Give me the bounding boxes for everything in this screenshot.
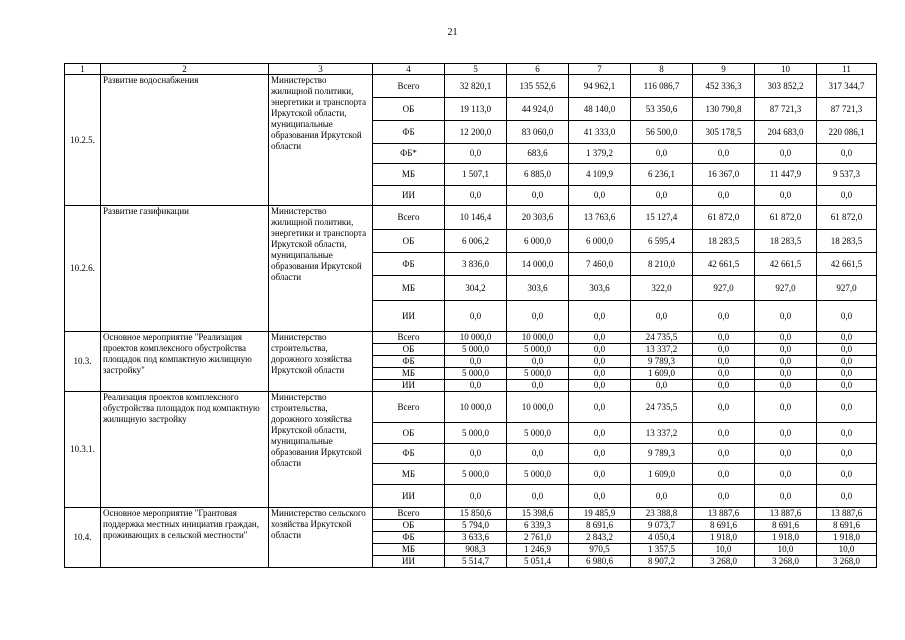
amount-cell: 13 337,2 (631, 344, 693, 356)
amount-cell: 6 006,2 (445, 230, 507, 253)
amount-cell: 683,6 (507, 144, 569, 164)
amount-cell: 6 980,6 (569, 556, 631, 568)
amount-cell: 7 460,0 (569, 253, 631, 276)
funding-source: ОБ (373, 344, 445, 356)
amount-cell: 42 661,5 (817, 253, 877, 276)
amount-cell: 24 735,5 (631, 332, 693, 344)
amount-cell: 5 794,0 (445, 520, 507, 532)
funding-source: ИИ (373, 485, 445, 508)
amount-cell: 56 500,0 (631, 121, 693, 144)
amount-cell: 3 268,0 (817, 556, 877, 568)
amount-cell: 0,0 (445, 301, 507, 332)
amount-cell: 1 918,0 (817, 532, 877, 544)
amount-cell: 0,0 (817, 392, 877, 423)
amount-cell: 44 924,0 (507, 98, 569, 121)
amount-cell: 15 127,4 (631, 206, 693, 230)
funding-source: ОБ (373, 423, 445, 444)
amount-cell: 3 633,6 (445, 532, 507, 544)
amount-cell: 2 843,2 (569, 532, 631, 544)
item-executor: Министерство жилищной политики, энергетики и транспорта Иркутской области, муниципальные образования Иркутской области (269, 75, 373, 206)
amount-cell: 61 872,0 (817, 206, 877, 230)
amount-cell: 10 146,4 (445, 206, 507, 230)
amount-cell: 16 367,0 (693, 164, 755, 186)
amount-cell: 0,0 (755, 368, 817, 380)
amount-cell: 48 140,0 (569, 98, 631, 121)
amount-cell: 305 178,5 (693, 121, 755, 144)
amount-cell: 0,0 (569, 368, 631, 380)
amount-cell: 0,0 (569, 332, 631, 344)
amount-cell: 1 918,0 (693, 532, 755, 544)
funding-source: МБ (373, 464, 445, 485)
amount-cell: 0,0 (755, 356, 817, 368)
amount-cell: 0,0 (631, 380, 693, 392)
amount-cell: 1 246,9 (507, 544, 569, 556)
funding-source: ИИ (373, 301, 445, 332)
amount-cell: 908,3 (445, 544, 507, 556)
amount-cell: 32 820,1 (445, 75, 507, 98)
funding-source: ФБ (373, 444, 445, 464)
amount-cell: 10,0 (755, 544, 817, 556)
funding-source: ФБ (373, 253, 445, 276)
amount-cell: 20 303,6 (507, 206, 569, 230)
amount-cell: 0,0 (569, 464, 631, 485)
amount-cell: 5 000,0 (445, 368, 507, 380)
amount-cell: 10 000,0 (445, 332, 507, 344)
amount-cell: 41 333,0 (569, 121, 631, 144)
amount-cell: 24 735,5 (631, 392, 693, 423)
amount-cell: 9 789,3 (631, 356, 693, 368)
amount-cell: 0,0 (817, 332, 877, 344)
amount-cell: 8 210,0 (631, 253, 693, 276)
amount-cell: 317 344,7 (817, 75, 877, 98)
item-name: Основное мероприятие "Грантовая поддержка местных инициатив граждан, проживающих в сельской местности" (101, 508, 269, 568)
funding-source: МБ (373, 164, 445, 186)
amount-cell: 9 537,3 (817, 164, 877, 186)
amount-cell: 14 000,0 (507, 253, 569, 276)
item-executor: Министерство сельского хозяйства Иркутской области (269, 508, 373, 568)
column-header: 10 (755, 64, 817, 75)
amount-cell: 42 661,5 (755, 253, 817, 276)
amount-cell: 220 086,1 (817, 121, 877, 144)
funding-source: Всего (373, 332, 445, 344)
amount-cell: 927,0 (755, 276, 817, 301)
amount-cell: 0,0 (631, 186, 693, 206)
amount-cell: 1 918,0 (755, 532, 817, 544)
amount-cell: 0,0 (507, 380, 569, 392)
amount-cell: 0,0 (445, 356, 507, 368)
amount-cell: 8 691,6 (755, 520, 817, 532)
amount-cell: 5 000,0 (445, 464, 507, 485)
column-header: 4 (373, 64, 445, 75)
amount-cell: 0,0 (693, 444, 755, 464)
amount-cell: 0,0 (817, 444, 877, 464)
amount-cell: 6 339,3 (507, 520, 569, 532)
item-executor: Министерство жилищной политики, энергетики и транспорта Иркутской области, муниципальные образования Иркутской области (269, 206, 373, 332)
amount-cell: 6 000,0 (569, 230, 631, 253)
funding-source: ОБ (373, 230, 445, 253)
amount-cell: 303 852,2 (755, 75, 817, 98)
amount-cell: 11 447,9 (755, 164, 817, 186)
column-header: 9 (693, 64, 755, 75)
funding-source: Всего (373, 508, 445, 520)
amount-cell: 0,0 (817, 485, 877, 508)
amount-cell: 53 350,6 (631, 98, 693, 121)
amount-cell: 303,6 (507, 276, 569, 301)
table-row (65, 508, 877, 520)
amount-cell: 8 691,6 (817, 520, 877, 532)
amount-cell: 0,0 (693, 356, 755, 368)
funding-source: МБ (373, 368, 445, 380)
amount-cell: 5 051,4 (507, 556, 569, 568)
table-row (65, 75, 877, 98)
amount-cell: 1 609,0 (631, 464, 693, 485)
amount-cell: 0,0 (693, 485, 755, 508)
amount-cell: 0,0 (445, 144, 507, 164)
amount-cell: 927,0 (693, 276, 755, 301)
table-row (65, 206, 877, 230)
column-header: 1 (65, 64, 101, 75)
amount-cell: 0,0 (445, 444, 507, 464)
amount-cell: 87 721,3 (817, 98, 877, 121)
budget-table (64, 63, 877, 568)
amount-cell: 1 379,2 (569, 144, 631, 164)
amount-cell: 10 000,0 (507, 392, 569, 423)
column-header: 5 (445, 64, 507, 75)
amount-cell: 15 850,6 (445, 508, 507, 520)
amount-cell: 0,0 (631, 301, 693, 332)
amount-cell: 0,0 (693, 332, 755, 344)
amount-cell: 87 721,3 (755, 98, 817, 121)
amount-cell: 0,0 (445, 485, 507, 508)
amount-cell: 6 885,0 (507, 164, 569, 186)
amount-cell: 0,0 (507, 485, 569, 508)
amount-cell: 0,0 (817, 144, 877, 164)
amount-cell: 13 337,2 (631, 423, 693, 444)
funding-source: ФБ (373, 532, 445, 544)
amount-cell: 0,0 (507, 301, 569, 332)
amount-cell: 927,0 (817, 276, 877, 301)
amount-cell: 116 086,7 (631, 75, 693, 98)
amount-cell: 0,0 (693, 464, 755, 485)
amount-cell: 94 962,1 (569, 75, 631, 98)
column-header: 6 (507, 64, 569, 75)
amount-cell: 0,0 (755, 144, 817, 164)
amount-cell: 5 000,0 (507, 368, 569, 380)
funding-source: МБ (373, 544, 445, 556)
amount-cell: 5 000,0 (507, 344, 569, 356)
amount-cell: 18 283,5 (693, 230, 755, 253)
funding-source: Всего (373, 75, 445, 98)
amount-cell: 0,0 (755, 464, 817, 485)
amount-cell: 0,0 (693, 423, 755, 444)
amount-cell: 10,0 (817, 544, 877, 556)
funding-source: ФБ (373, 356, 445, 368)
amount-cell: 0,0 (755, 301, 817, 332)
amount-cell: 0,0 (755, 344, 817, 356)
table-row (65, 392, 877, 423)
item-name: Развитие газификации (101, 206, 269, 332)
amount-cell: 0,0 (693, 344, 755, 356)
amount-cell: 0,0 (569, 186, 631, 206)
funding-source: МБ (373, 276, 445, 301)
amount-cell: 0,0 (631, 144, 693, 164)
amount-cell: 0,0 (693, 186, 755, 206)
amount-cell: 10 000,0 (445, 392, 507, 423)
item-code: 10.2.5. (65, 75, 101, 206)
amount-cell: 61 872,0 (755, 206, 817, 230)
column-header: 3 (269, 64, 373, 75)
column-header: 7 (569, 64, 631, 75)
amount-cell: 0,0 (817, 464, 877, 485)
amount-cell: 0,0 (755, 485, 817, 508)
amount-cell: 204 683,0 (755, 121, 817, 144)
funding-source: ФБ (373, 121, 445, 144)
amount-cell: 0,0 (507, 444, 569, 464)
page-number: 21 (447, 27, 458, 38)
amount-cell: 0,0 (569, 344, 631, 356)
amount-cell: 61 872,0 (693, 206, 755, 230)
amount-cell: 10,0 (693, 544, 755, 556)
amount-cell: 1 609,0 (631, 368, 693, 380)
amount-cell: 3 268,0 (693, 556, 755, 568)
amount-cell: 10 000,0 (507, 332, 569, 344)
amount-cell: 0,0 (817, 186, 877, 206)
amount-cell: 13 887,6 (755, 508, 817, 520)
amount-cell: 18 283,5 (817, 230, 877, 253)
amount-cell: 1 507,1 (445, 164, 507, 186)
amount-cell: 0,0 (569, 301, 631, 332)
amount-cell: 0,0 (693, 301, 755, 332)
column-header: 11 (817, 64, 877, 75)
item-code: 10.4. (65, 508, 101, 568)
column-header-row (65, 64, 877, 75)
item-executor: Министерство строительства, дорожного хозяйства Иркутской области (269, 332, 373, 392)
amount-cell: 0,0 (569, 392, 631, 423)
item-name: Развитие водоснабжения (101, 75, 269, 206)
amount-cell: 5 000,0 (507, 423, 569, 444)
amount-cell: 42 661,5 (693, 253, 755, 276)
amount-cell: 0,0 (693, 380, 755, 392)
amount-cell: 0,0 (693, 144, 755, 164)
amount-cell: 0,0 (755, 332, 817, 344)
amount-cell: 0,0 (569, 423, 631, 444)
amount-cell: 6 236,1 (631, 164, 693, 186)
amount-cell: 303,6 (569, 276, 631, 301)
amount-cell: 970,5 (569, 544, 631, 556)
funding-source: ОБ (373, 98, 445, 121)
amount-cell: 18 283,5 (755, 230, 817, 253)
amount-cell: 5 514,7 (445, 556, 507, 568)
table-row (65, 332, 877, 344)
funding-source: ИИ (373, 380, 445, 392)
amount-cell: 6 595,4 (631, 230, 693, 253)
amount-cell: 130 790,8 (693, 98, 755, 121)
amount-cell: 0,0 (817, 380, 877, 392)
amount-cell: 0,0 (569, 485, 631, 508)
funding-source: Всего (373, 392, 445, 423)
funding-source: ИИ (373, 186, 445, 206)
amount-cell: 5 000,0 (507, 464, 569, 485)
amount-cell: 322,0 (631, 276, 693, 301)
amount-cell: 0,0 (755, 392, 817, 423)
amount-cell: 0,0 (755, 380, 817, 392)
item-executor: Министерство строительства, дорожного хозяйства Иркутской области, муниципальные образования Иркутской области (269, 392, 373, 508)
amount-cell: 4 050,4 (631, 532, 693, 544)
funding-source: Всего (373, 206, 445, 230)
funding-source: ИИ (373, 556, 445, 568)
column-header: 2 (101, 64, 269, 75)
item-name: Реализация проектов комплексного обустройства площадок под компактную жилищную застройку (101, 392, 269, 508)
amount-cell: 0,0 (569, 444, 631, 464)
amount-cell: 0,0 (817, 301, 877, 332)
amount-cell: 5 000,0 (445, 344, 507, 356)
amount-cell: 0,0 (817, 368, 877, 380)
table-body (65, 64, 877, 568)
amount-cell: 15 398,6 (507, 508, 569, 520)
amount-cell: 9 073,7 (631, 520, 693, 532)
funding-source: ФБ* (373, 144, 445, 164)
amount-cell: 0,0 (445, 380, 507, 392)
item-code: 10.3.1. (65, 392, 101, 508)
column-header: 8 (631, 64, 693, 75)
amount-cell: 2 761,0 (507, 532, 569, 544)
amount-cell: 8 907,2 (631, 556, 693, 568)
amount-cell: 0,0 (817, 356, 877, 368)
item-name: Основное мероприятие "Реализация проектов комплексного обустройства площадок под компактную жилищную застройку" (101, 332, 269, 392)
amount-cell: 135 552,6 (507, 75, 569, 98)
amount-cell: 3 836,0 (445, 253, 507, 276)
amount-cell: 23 388,8 (631, 508, 693, 520)
amount-cell: 12 200,0 (445, 121, 507, 144)
amount-cell: 0,0 (755, 444, 817, 464)
amount-cell: 13 887,6 (693, 508, 755, 520)
amount-cell: 8 691,6 (569, 520, 631, 532)
amount-cell: 3 268,0 (755, 556, 817, 568)
amount-cell: 304,2 (445, 276, 507, 301)
amount-cell: 0,0 (569, 380, 631, 392)
amount-cell: 6 000,0 (507, 230, 569, 253)
amount-cell: 0,0 (817, 344, 877, 356)
amount-cell: 13 763,6 (569, 206, 631, 230)
amount-cell: 4 109,9 (569, 164, 631, 186)
item-code: 10.2.6. (65, 206, 101, 332)
amount-cell: 0,0 (693, 392, 755, 423)
amount-cell: 0,0 (507, 186, 569, 206)
amount-cell: 0,0 (693, 368, 755, 380)
amount-cell: 0,0 (631, 485, 693, 508)
amount-cell: 19 113,0 (445, 98, 507, 121)
amount-cell: 0,0 (817, 423, 877, 444)
amount-cell: 5 000,0 (445, 423, 507, 444)
amount-cell: 83 060,0 (507, 121, 569, 144)
amount-cell: 19 485,9 (569, 508, 631, 520)
amount-cell: 0,0 (569, 356, 631, 368)
amount-cell: 9 789,3 (631, 444, 693, 464)
amount-cell: 1 357,5 (631, 544, 693, 556)
amount-cell: 0,0 (755, 423, 817, 444)
funding-source: ОБ (373, 520, 445, 532)
amount-cell: 8 691,6 (693, 520, 755, 532)
item-code: 10.3. (65, 332, 101, 392)
amount-cell: 0,0 (755, 186, 817, 206)
amount-cell: 0,0 (445, 186, 507, 206)
amount-cell: 13 887,6 (817, 508, 877, 520)
amount-cell: 452 336,3 (693, 75, 755, 98)
amount-cell: 0,0 (507, 356, 569, 368)
